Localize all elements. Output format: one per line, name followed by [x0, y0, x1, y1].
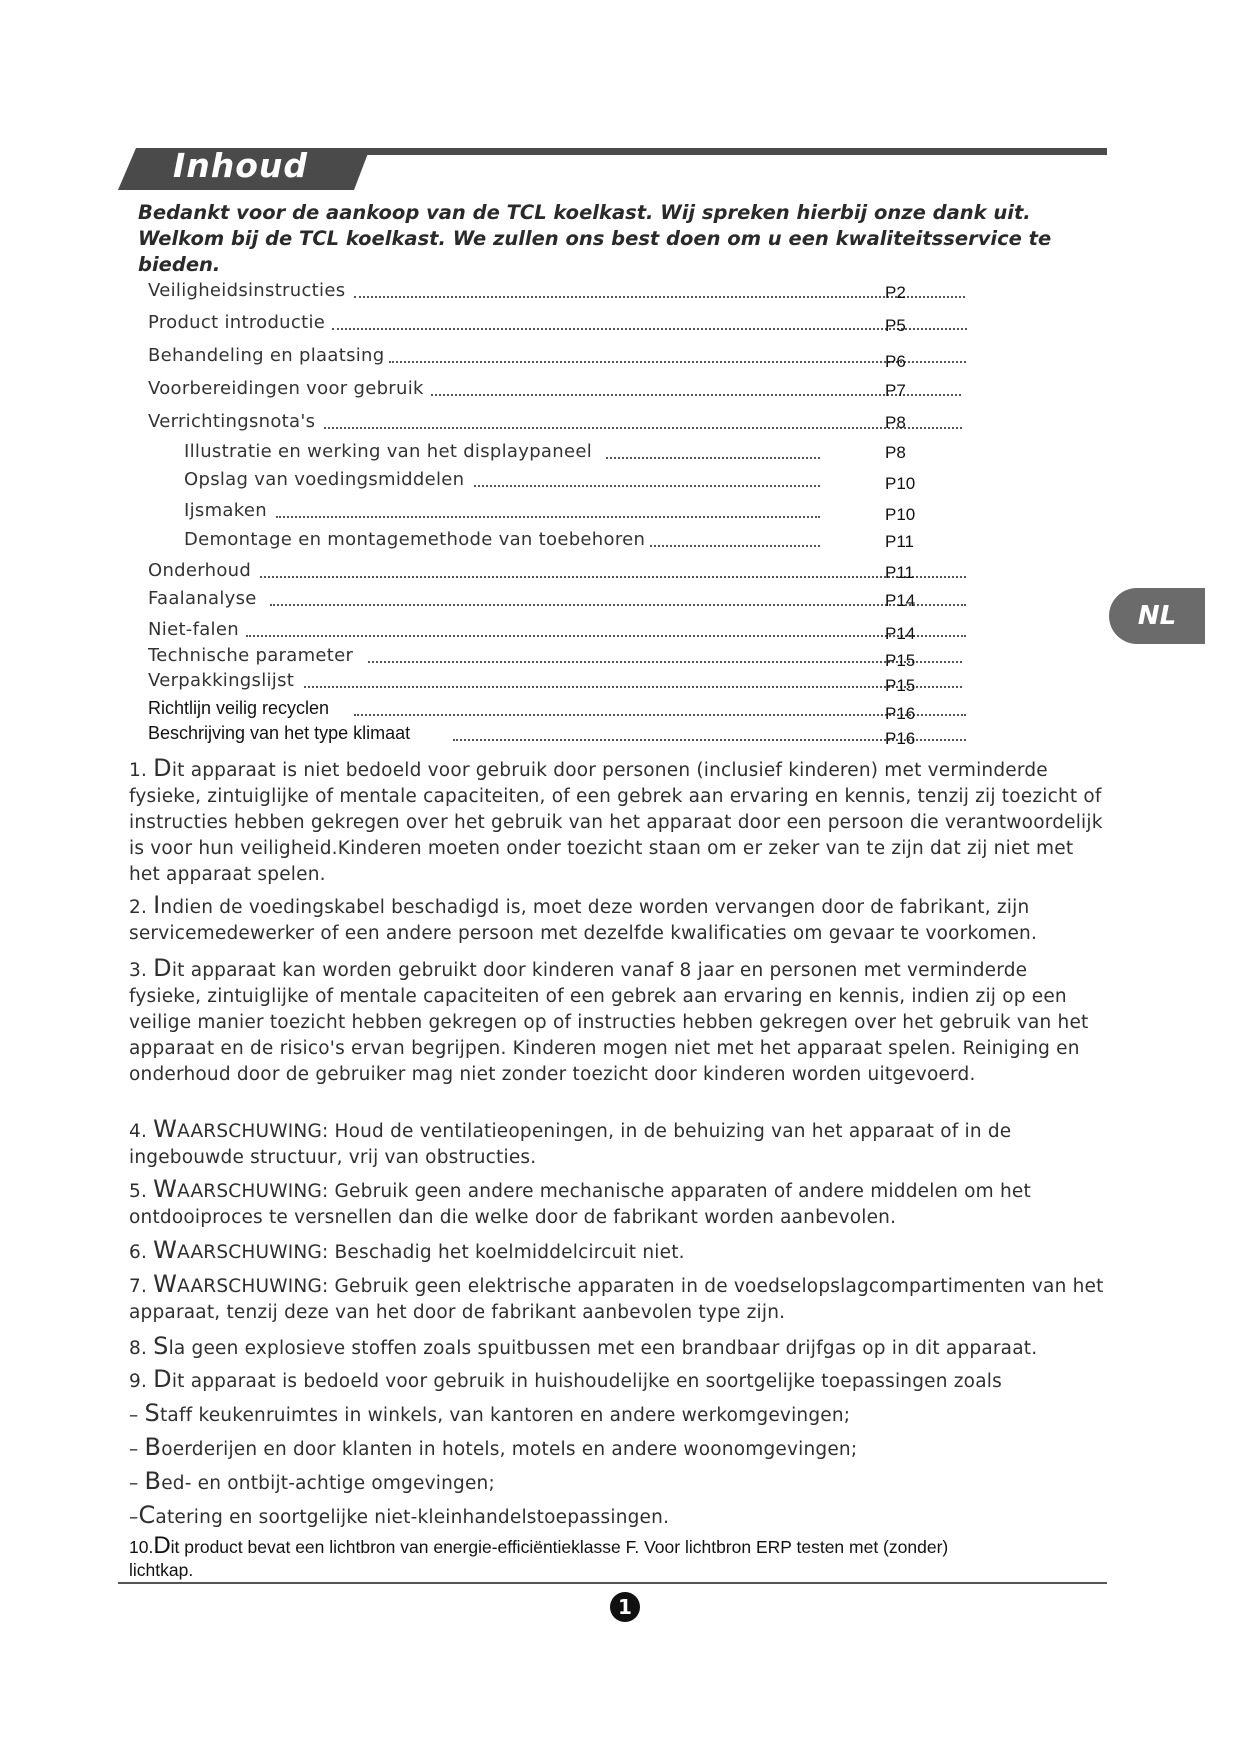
- paragraph-text: it apparaat is niet bedoeld voor gebruik door personen (inclusief kinderen) met verminderde fysieke, zintuiglijke of mentale capaciteiten, of een gebrek aan ervaring en kennis, tenzij zij toezicht of instructies hebben gekregen over het gebruik van het apparaat door een persoon die verantwoordelijk is voor hun veiligheid.Kinderen moeten onder toezicht staan om er zeker van te zijn dat zij niet met het apparaat spelen.: [129, 760, 1103, 885]
- paragraph-initial: D: [153, 954, 172, 982]
- footer-rule: [118, 1582, 1107, 1584]
- toc-label: Veiligheidsinstructies: [148, 280, 346, 301]
- paragraph-text: AARSCHUWING: Beschadig het koelmiddelcircuit niet.: [177, 1242, 685, 1263]
- paragraph-text: atering en soortgelijke niet-kleinhandelstoepassingen.: [155, 1507, 670, 1528]
- toc-page: P2: [885, 283, 906, 302]
- paragraph-text: AARSCHUWING: Gebruik geen andere mechanische apparaten of andere middelen om het ontdooiproces te versnellen dan die welke door de fabrikant worden aanbevolen.: [129, 1181, 1031, 1228]
- toc-label: Niet-falen: [148, 619, 239, 640]
- paragraph-initial: W: [153, 1236, 178, 1264]
- safety-paragraph: [129, 1176, 1104, 1231]
- paragraph-initial: W: [153, 1270, 178, 1298]
- toc-page: P10: [885, 474, 916, 493]
- paragraph-number: 9.: [129, 1371, 154, 1392]
- language-tab-nl: NL: [1109, 588, 1205, 644]
- safety-paragraph: [129, 1400, 1104, 1429]
- toc-leader: [332, 314, 967, 330]
- header-rule: [360, 148, 1107, 155]
- paragraph-text: it product bevat een lichtbron van energie-efficiëntieklasse F. Voor lichtbron ERP testen met (zonder) lichtkap.: [129, 1537, 949, 1580]
- paragraph-initial: B: [144, 1467, 162, 1495]
- paragraph-number: 5.: [129, 1181, 154, 1202]
- safety-paragraph: [129, 955, 1104, 1088]
- paragraph-number: 1.: [129, 760, 154, 781]
- toc-label: Richtlijn veilig recyclen: [148, 698, 330, 718]
- paragraph-text: it apparaat is bedoeld voor gebruik in huishoudelijke en soortgelijke toepassingen zoals: [171, 1371, 1002, 1392]
- toc-label: Illustratie en werking van het displaypaneel: [184, 441, 593, 462]
- paragraph-initial: C: [138, 1501, 156, 1529]
- paragraph-number: –: [129, 1439, 145, 1460]
- toc-leader: [431, 380, 961, 396]
- toc-leader: [354, 700, 966, 716]
- toc-page: P5: [885, 316, 906, 335]
- toc-page: P14: [885, 591, 916, 610]
- paragraph-text: ed- en ontbijt-achtige omgevingen;: [161, 1473, 495, 1494]
- toc-leader: [260, 562, 966, 578]
- safety-paragraph: [129, 1366, 1104, 1395]
- paragraph-initial: B: [144, 1433, 162, 1461]
- toc-label: Technische parameter: [148, 645, 354, 666]
- toc-leader: [276, 502, 820, 518]
- paragraph-number: 2.: [129, 897, 154, 918]
- paragraph-number: 7.: [129, 1276, 154, 1297]
- toc-leader: [354, 282, 965, 298]
- toc-leader: [246, 621, 966, 637]
- safety-paragraph: [129, 1333, 1104, 1362]
- toc-leader: [650, 531, 820, 547]
- paragraph-text: it apparaat kan worden gebruikt door kinderen vanaf 8 jaar en personen met verminderde fysieke, zintuiglijke of mentale capaciteiten of een gebrek aan ervaring en kennis, indien zij op een veilige manier toezicht hebben gekregen op of instructies hebben gekregen over het gebruik van het apparaat en de risico's ervan begrijpen. Kinderen mogen niet met het apparaat spelen. Reiniging en onderhoud door de gebruiker mag niet zonder toezicht door kinderen worden uitgevoerd.: [129, 960, 1089, 1085]
- toc-page: P10: [885, 505, 916, 524]
- toc-page: P11: [885, 563, 914, 582]
- toc-label: Product introductie: [148, 312, 326, 333]
- intro-text: Bedankt voor de aankoop van de TCL koelkast. Wij spreken hierbij onze dank uit. Welkom bij de TCL koelkast. We zullen ons best doen om u een kwaliteitsservice te bieden.: [138, 201, 1052, 276]
- toc-leader: [368, 647, 962, 663]
- toc-page: P16: [885, 729, 916, 748]
- toc-label: Demontage en montagemethode van toebehoren: [184, 529, 646, 550]
- toc-leader: [474, 471, 820, 487]
- toc-label: Beschrijving van het type klimaat: [148, 723, 411, 743]
- paragraph-number: –: [129, 1473, 145, 1494]
- paragraph-number: 10.: [129, 1537, 154, 1557]
- safety-paragraph: [129, 1502, 1104, 1531]
- safety-paragraph: [129, 892, 1104, 947]
- paragraph-text: oerderijen en door klanten in hotels, motels en andere woonomgevingen;: [161, 1439, 858, 1460]
- paragraph-initial: S: [144, 1399, 160, 1427]
- toc-page: P14: [885, 624, 916, 643]
- paragraph-text: ndien de voedingskabel beschadigd is, moet deze worden vervangen door de fabrikant, zijn servicemedewerker of een andere persoon met dezelfde kwalificaties om gevaar te voorkomen.: [129, 897, 1038, 944]
- paragraph-initial: S: [153, 1332, 169, 1360]
- toc-label: Opslag van voedingsmiddelen: [184, 469, 465, 490]
- toc-label: Ijsmaken: [184, 500, 267, 521]
- paragraph-text: AARSCHUWING: Gebruik geen elektrische apparaten in de voedselopslagcompartimenten van het apparaat, tenzij deze van het door de fabrikant aanbevolen type zijn.: [129, 1276, 1104, 1323]
- toc-page: P7: [885, 381, 906, 400]
- paragraph-number: 4.: [129, 1121, 154, 1142]
- toc-page: P11: [885, 532, 914, 551]
- toc-label: Voorbereidingen voor gebruik: [148, 378, 424, 399]
- paragraph-text: AARSCHUWING: Houd de ventilatieopeningen, in de behuizing van het apparaat of in de ingebouwde structuur, vrij van obstructies.: [129, 1121, 1012, 1168]
- safety-paragraph: [129, 1434, 1104, 1463]
- toc-label: Onderhoud: [148, 560, 252, 581]
- paragraph-number: 6.: [129, 1242, 154, 1263]
- toc-label: Faalanalyse: [148, 588, 257, 609]
- paragraph-initial: W: [153, 1175, 178, 1203]
- toc-page: P15: [885, 676, 916, 695]
- toc-leader: [606, 443, 820, 459]
- toc-label: Verrichtingsnota's: [148, 411, 316, 432]
- paragraph-initial: D: [153, 754, 172, 782]
- paragraph-initial: D: [153, 1532, 171, 1559]
- toc-leader: [304, 672, 962, 688]
- page-number: 1: [610, 1592, 640, 1622]
- paragraph-text: la geen explosieve stoffen zoals spuitbussen met een brandbaar drijfgas op in dit apparaat.: [168, 1338, 1038, 1359]
- toc-leader: [270, 590, 966, 606]
- paragraph-initial: W: [153, 1115, 178, 1143]
- safety-paragraph: [129, 1534, 969, 1582]
- toc-page: P16: [885, 704, 916, 723]
- paragraph-number: 3.: [129, 960, 154, 981]
- toc-page: P8: [885, 443, 906, 462]
- safety-paragraph: [129, 1116, 1104, 1171]
- paragraph-number: –: [129, 1405, 145, 1426]
- paragraph-initial: I: [153, 891, 161, 919]
- toc-page: P6: [885, 352, 906, 371]
- paragraph-text: taff keukenruimtes in winkels, van kantoren en andere werkomgevingen;: [159, 1405, 851, 1426]
- safety-paragraph: [129, 1237, 1104, 1266]
- paragraph-number: –: [129, 1507, 139, 1528]
- toc-label: Behandeling en plaatsing: [148, 345, 385, 366]
- toc-leader: [324, 413, 962, 429]
- toc-page: P8: [885, 413, 906, 432]
- paragraph-initial: D: [153, 1365, 172, 1393]
- toc-label: Verpakkingslijst: [148, 670, 295, 691]
- safety-paragraph: [129, 1271, 1104, 1326]
- toc-leader: [389, 347, 966, 363]
- toc-page: P15: [885, 651, 916, 670]
- paragraph-number: 8.: [129, 1338, 154, 1359]
- safety-paragraph: [129, 755, 1104, 888]
- page-title: Inhoud: [173, 146, 309, 185]
- safety-paragraph: [129, 1468, 1104, 1497]
